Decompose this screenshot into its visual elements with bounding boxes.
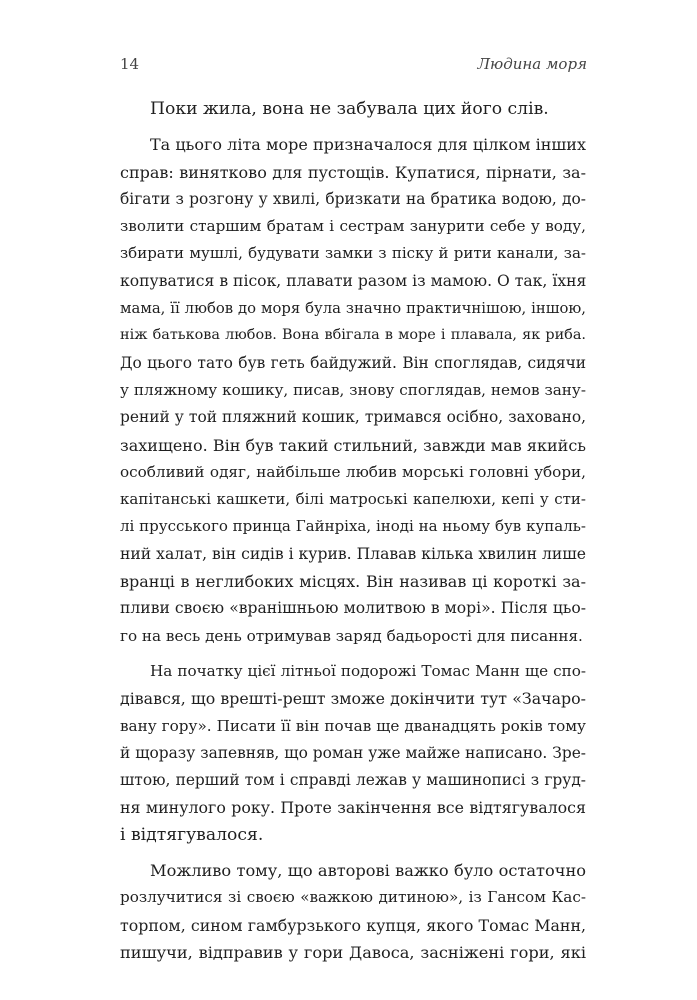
text-line: До цього тато був геть байдужий. Він споглядав, сидячи bbox=[120, 353, 586, 372]
text-line: Можливо тому, що авторові важко було остаточно bbox=[150, 861, 586, 881]
text-line: й щоразу запевняв, що роман уже майже написано. Зре- bbox=[120, 743, 586, 762]
text-line: вану гору». Писати її він почав ще дванадцять років тому bbox=[120, 716, 586, 735]
paragraph-4 bbox=[120, 857, 586, 966]
text-line: дівався, що врешті-решт зможе докінчити тут «Зачаро- bbox=[120, 689, 586, 709]
text-line: справ: винятково для пустощів. Купатися, пірнати, за- bbox=[120, 162, 586, 182]
paragraph-2 bbox=[120, 131, 586, 650]
text-line: мама, її любов до моря була значно практичнішою, іншою, bbox=[120, 300, 586, 318]
text-line: ніж батькова любов. Вона вбігала в море і плавала, як риба. bbox=[120, 327, 586, 344]
text-line: лі прусського принца Гайнріха, іноді на ньому був купаль- bbox=[120, 517, 586, 536]
page-number: 14 bbox=[120, 55, 140, 73]
text-line: Та цього літа море призначалося для цілком інших bbox=[150, 135, 586, 155]
text-line: рений у той пляжний кошик, тримався осібно, заховано, bbox=[120, 408, 586, 427]
text-line: ня минулого року. Проте закінчення все відтягувалося bbox=[120, 798, 586, 818]
text-line: зволити старшим братам і сестрам занурити себе у воду, bbox=[120, 217, 586, 236]
body-text bbox=[120, 96, 586, 966]
text-line: у пляжному кошику, писав, знову споглядав, немов зану- bbox=[120, 380, 586, 399]
text-line: капітанські кашкети, білі матроські капелюхи, кепі у сти- bbox=[120, 490, 586, 509]
text-line: На початку цієї літньої подорожі Томас Манн ще спо- bbox=[150, 661, 586, 680]
text-line: штою, перший том і справді лежав у машинописі з груд- bbox=[120, 771, 586, 790]
paragraph-3 bbox=[120, 658, 586, 849]
text-line: захищено. Він був такий стильний, завжди мав якийсь bbox=[120, 435, 586, 455]
text-line: го на весь день отримував заряд бадьорості для писання. bbox=[120, 626, 583, 645]
running-title: Людина моря bbox=[477, 55, 587, 73]
text-line: копуватися в пісок, плавати разом із мамою. О так, їхня bbox=[120, 271, 587, 290]
text-line: особливий одяг, найбільше любив морські головні убори, bbox=[120, 462, 586, 481]
text-line: бігати з розгону у хвилі, бризкати на братика водою, до- bbox=[120, 189, 586, 208]
text-line: розлучитися зі своєю «важкою дитиною», із Гансом Кас- bbox=[120, 888, 586, 907]
text-line: пишучи, відправив у гори Давоса, засніжені гори, які bbox=[120, 942, 586, 962]
text-line: і відтягувалося. bbox=[120, 824, 264, 845]
text-line: збирати мушлі, будувати замки з піску й рити канали, за- bbox=[120, 244, 586, 263]
page-header bbox=[120, 55, 587, 79]
paragraph-1 bbox=[120, 96, 586, 123]
text-line: Поки жила, вона не забувала цих його слів. bbox=[150, 99, 549, 119]
text-line: вранці в неглибоких місцях. Він називав ці короткі за- bbox=[120, 572, 586, 592]
text-line: ний халат, він сидів і курив. Плавав кілька хвилин лише bbox=[120, 544, 586, 563]
text-line: пливи своєю «вранішньою молитвою в морі». Після цьо- bbox=[120, 599, 586, 618]
text-line: торпом, сином гамбурзького купця, якого Томас Манн, bbox=[120, 915, 586, 935]
